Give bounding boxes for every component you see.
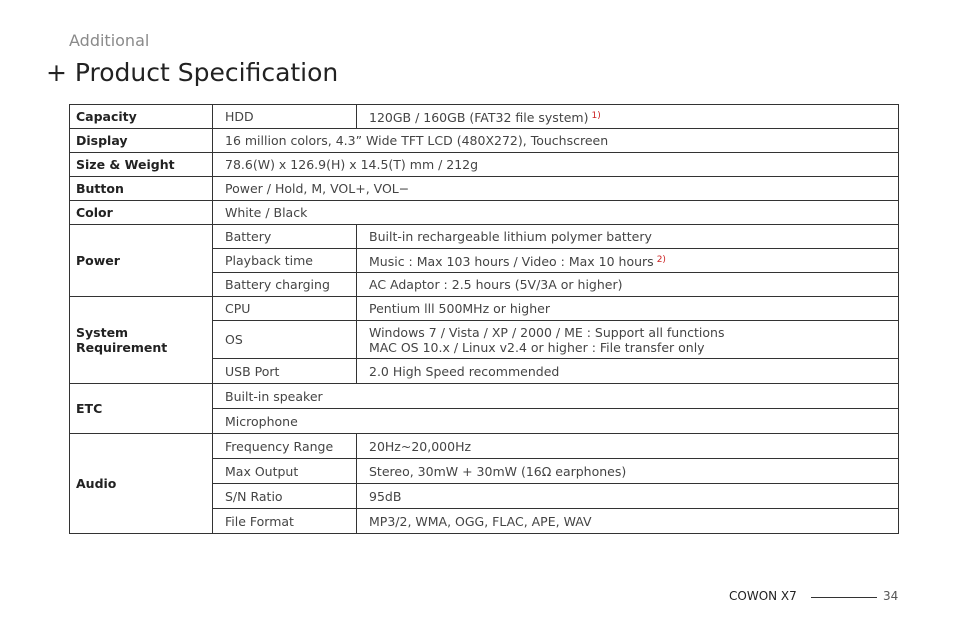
footer-divider — [811, 597, 877, 598]
spec-value-frequency: 20Hz~20,000Hz — [357, 434, 899, 459]
spec-row-size-weight — [70, 153, 899, 177]
spec-value-format: MP3/2, WMA, OGG, FLAC, APE, WAV — [357, 509, 899, 534]
footnote-1: 1) — [591, 110, 601, 121]
spec-sub-battery: Battery — [213, 225, 357, 249]
spec-sub-output: Max Output — [213, 459, 357, 484]
spec-value-capacity — [357, 105, 899, 129]
spec-value-button: Power / Hold, M, VOL+, VOL− — [213, 177, 899, 201]
spec-value-capacity-text: 120GB / 160GB (FAT32 file system) — [369, 109, 589, 125]
spec-sub-os: OS — [213, 321, 357, 359]
spec-table — [69, 104, 899, 534]
spec-value-snr: 95dB — [357, 484, 899, 509]
spec-row-display — [70, 129, 899, 153]
section-label: Additional — [69, 31, 150, 50]
page-title: + Product Specification — [46, 58, 339, 87]
spec-label-color: Color — [70, 201, 213, 225]
spec-value-usb: 2.0 High Speed recommended — [357, 359, 899, 384]
spec-row-audio-frequency — [70, 434, 899, 459]
spec-label-audio: Audio — [70, 434, 213, 534]
spec-label-size-weight: Size & Weight — [70, 153, 213, 177]
spec-sub-hdd: HDD — [213, 105, 357, 129]
spec-value-display: 16 million colors, 4.3” Wide TFT LCD (480X272), Touchscreen — [213, 129, 899, 153]
spec-sub-snr: S/N Ratio — [213, 484, 357, 509]
spec-row-button — [70, 177, 899, 201]
spec-sub-charging: Battery charging — [213, 273, 357, 297]
spec-label-capacity: Capacity — [70, 105, 213, 129]
spec-value-os — [357, 321, 899, 359]
spec-value-microphone: Microphone — [213, 409, 899, 434]
spec-sub-format: File Format — [213, 509, 357, 534]
spec-label-button: Button — [70, 177, 213, 201]
spec-value-battery: Built-in rechargeable lithium polymer battery — [357, 225, 899, 249]
spec-label-display: Display — [70, 129, 213, 153]
spec-row-etc-speaker — [70, 384, 899, 409]
spec-value-color: White / Black — [213, 201, 899, 225]
spec-value-cpu: Pentium lll 500MHz or higher — [357, 297, 899, 321]
spec-label-power: Power — [70, 225, 213, 297]
spec-row-color — [70, 201, 899, 225]
spec-value-output: Stereo, 30mW + 30mW (16Ω earphones) — [357, 459, 899, 484]
spec-value-playback — [357, 249, 899, 273]
spec-value-size-weight: 78.6(W) x 126.9(H) x 14.5(T) mm / 212g — [213, 153, 899, 177]
spec-value-playback-text: Music : Max 103 hours / Video : Max 10 hours — [369, 253, 654, 269]
spec-row-system-cpu — [70, 297, 899, 321]
spec-value-os-line1: Windows 7 / Vista / XP / 2000 / ME : Support all functions — [369, 324, 725, 340]
footnote-2: 2) — [656, 254, 666, 265]
spec-sub-usb: USB Port — [213, 359, 357, 384]
page-number: 34 — [883, 589, 899, 603]
spec-sub-frequency: Frequency Range — [213, 434, 357, 459]
spec-value-speaker: Built-in speaker — [213, 384, 899, 409]
spec-value-charging: AC Adaptor : 2.5 hours (5V/3A or higher) — [357, 273, 899, 297]
spec-row-capacity — [70, 105, 899, 129]
spec-label-system: System Requirement — [70, 297, 213, 384]
spec-sub-cpu: CPU — [213, 297, 357, 321]
spec-row-power-battery — [70, 225, 899, 249]
footer-brand: COWON X7 — [729, 589, 797, 603]
spec-value-os-line2: MAC OS 10.x / Linux v2.4 or higher : File transfer only — [369, 339, 705, 355]
spec-sub-playback: Playback time — [213, 249, 357, 273]
spec-label-etc: ETC — [70, 384, 213, 434]
